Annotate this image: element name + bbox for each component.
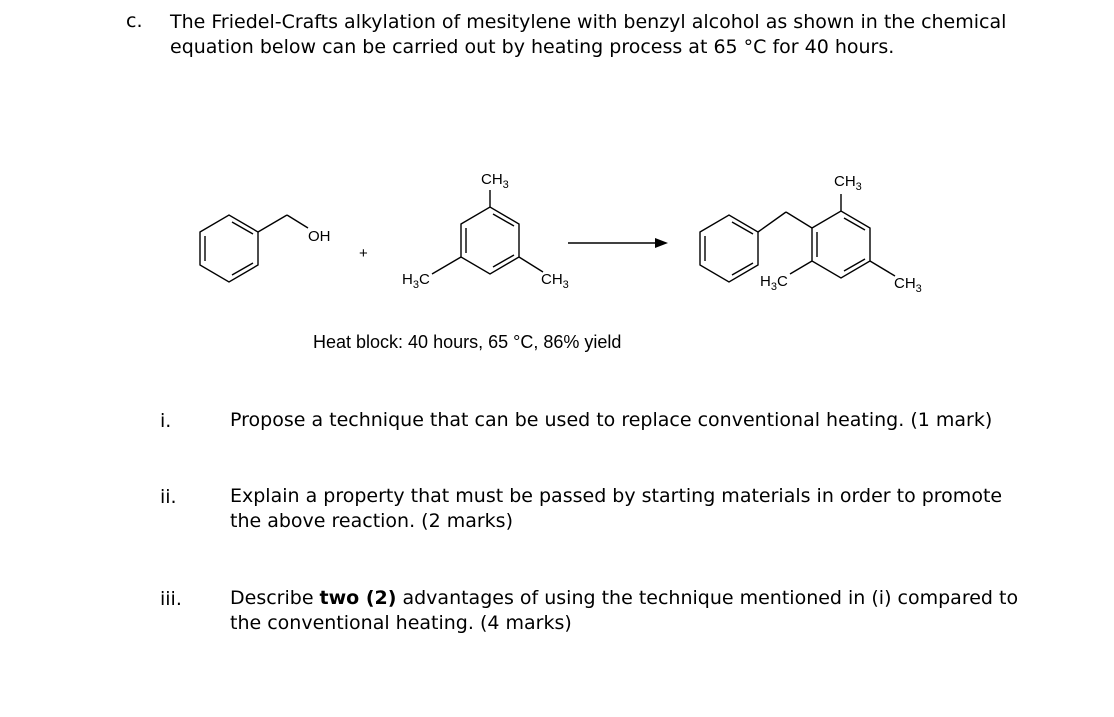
ch2-bridge-bond xyxy=(758,212,786,232)
benzene-ring-4 xyxy=(812,211,870,278)
mesitylene-structure xyxy=(432,190,543,274)
benzyl-alcohol-structure xyxy=(200,215,308,282)
subquestion-label-ii: ii. xyxy=(160,486,177,508)
oh-label: OH xyxy=(308,228,331,245)
methyl-bond-right xyxy=(519,257,543,272)
ch2-bridge-bond xyxy=(786,212,812,228)
c-o-bond xyxy=(287,215,308,228)
plus-sign: + xyxy=(359,245,368,262)
benzene-ring-3 xyxy=(700,215,758,282)
product-methyl-bond-right xyxy=(870,261,895,276)
benzene-ring-2 xyxy=(461,207,519,274)
arrow-head xyxy=(655,238,668,248)
subquestion-text-i: Propose a technique that can be used to replace conventional heating. (1 mark) xyxy=(230,409,993,431)
methyl-bond-left xyxy=(432,257,461,274)
product-h3c-left-label: $H_3C$ xyxy=(760,273,788,293)
ch3-top-label: $CH_3$ xyxy=(481,171,509,191)
bold-emphasis: two (2) xyxy=(319,587,397,609)
ch2-bond xyxy=(258,215,287,232)
subquestion-text-iii: Describe two (2) advantages of using the technique mentioned in (i) compared to the conventional heating. (4 marks) xyxy=(230,587,1019,634)
benzene-ring-1 xyxy=(200,215,258,282)
product-methyl-bond-left xyxy=(790,261,812,274)
subquestion-text-ii: Explain a property that must be passed by starting materials in order to promote the above reaction. (2 marks) xyxy=(230,485,1003,532)
ch3-right-label: $CH_3$ xyxy=(541,271,569,291)
h3c-left-label: $H_3C$ xyxy=(402,271,430,291)
question-label: c. xyxy=(126,10,143,32)
product-ch3-top-label: $CH_3$ xyxy=(834,173,862,193)
subquestion-label-iii: iii. xyxy=(160,588,182,610)
product-ch3-right-label: $CH_3$ xyxy=(894,275,922,295)
reaction-conditions-caption: Heat block: 40 hours, 65 °C, 86% yield xyxy=(313,332,622,352)
product-structure xyxy=(700,194,895,282)
question-intro: The Friedel-Crafts alkylation of mesitylene with benzyl alcohol as shown in the chemical equation below can be carried out by heating process at 65 °C for 40 hours. xyxy=(170,11,1007,58)
subquestion-label-i: i. xyxy=(160,410,172,432)
